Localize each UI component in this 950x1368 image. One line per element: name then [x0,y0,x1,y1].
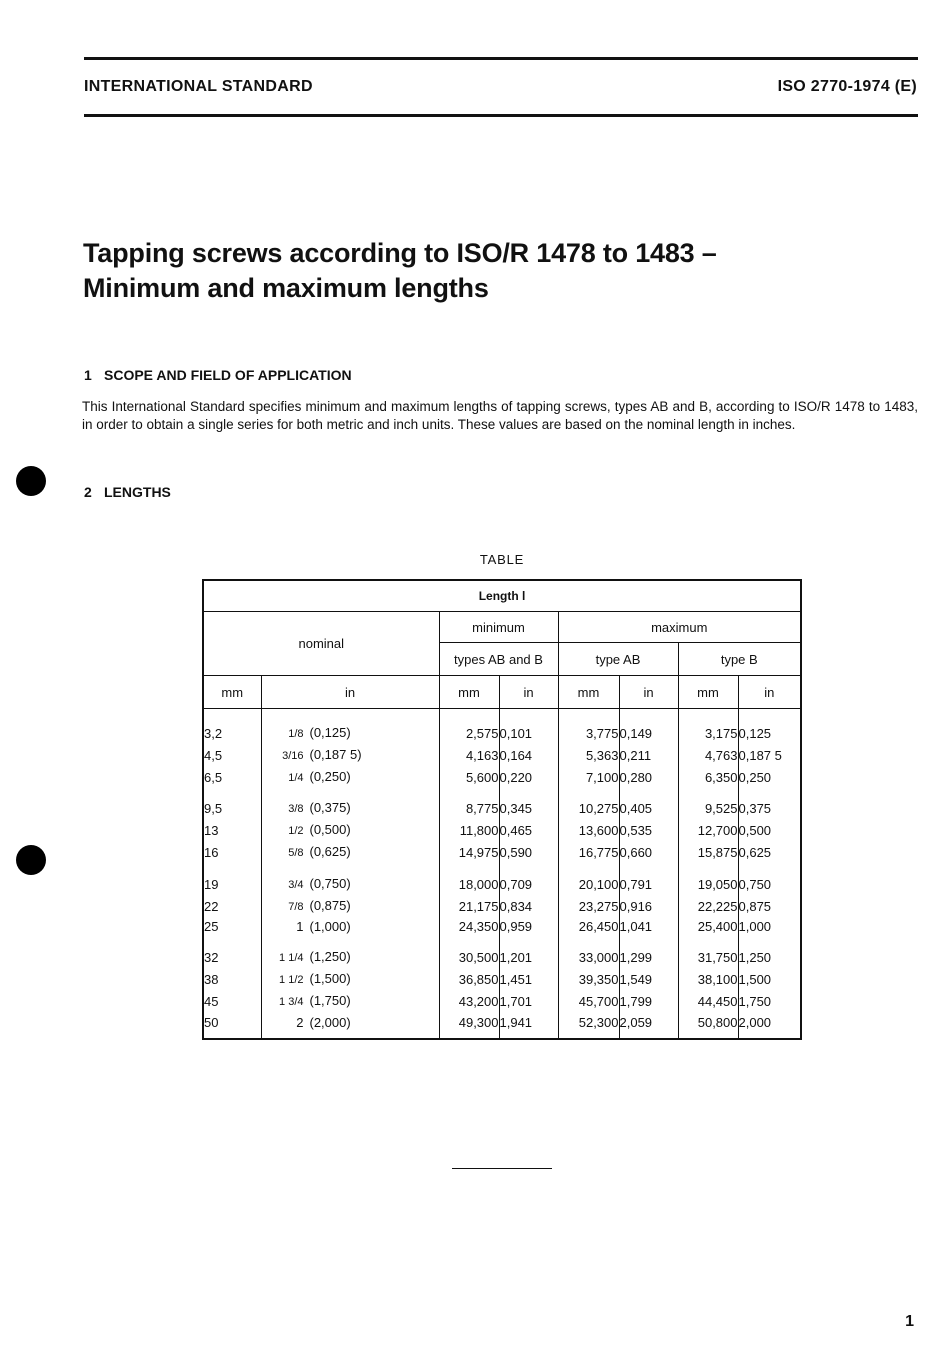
nominal-fraction: 3/4 [288,878,304,891]
max-ab-mm-cell: 20,100 [558,874,619,896]
max-ab-in-cell: 0,211 [619,745,678,767]
spacer-cell [738,709,801,724]
document-type: INTERNATIONAL STANDARD [84,78,313,95]
max-ab-mm-cell: 52,300 [558,1013,619,1033]
max-b-in-cell: 0,250 [738,767,801,789]
spacer-cell [203,864,261,874]
max-ab-in-cell: 0,405 [619,798,678,820]
nominal-fraction: 7/8 [288,900,304,913]
nominal-in-cell [261,723,439,745]
row-spacer [203,1032,801,1039]
nominal-decimal: (0,375) [309,800,351,816]
spacer-cell [738,864,801,874]
nominal-mm-cell: 16 [203,842,261,864]
spacer-cell [261,864,439,874]
max-b-in-cell: 0,125 [738,723,801,745]
nominal-in-cell [261,798,439,820]
spacer-cell [261,1032,439,1039]
spacer-cell [439,864,499,874]
spacer-cell [738,788,801,798]
spacer-cell [499,937,558,947]
max-ab-mm-cell: 23,275 [558,896,619,918]
max-b-mm-cell: 38,100 [678,969,738,991]
min-mm-cell: 8,775 [439,798,499,820]
table-row [203,896,801,918]
spacer-cell [558,864,619,874]
unit-header: mm [558,676,619,709]
max-ab-in-cell: 1,041 [619,917,678,937]
nominal-in-cell [261,896,439,918]
max-ab-mm-cell: 13,600 [558,820,619,842]
max-ab-mm-cell: 45,700 [558,991,619,1013]
header-top-rule [84,57,918,60]
max-b-mm-cell: 12,700 [678,820,738,842]
row-spacer [203,937,801,947]
spacer-cell [558,1032,619,1039]
nominal-mm-cell: 22 [203,896,261,918]
max-ab-in-cell: 0,660 [619,842,678,864]
min-in-cell: 0,101 [499,723,558,745]
nominal-mm-cell: 50 [203,1013,261,1033]
min-mm-cell: 2,575 [439,723,499,745]
max-b-in-cell: 0,750 [738,874,801,896]
max-ab-in-cell: 0,535 [619,820,678,842]
spacer-cell [738,937,801,947]
max-b-mm-cell: 3,175 [678,723,738,745]
nominal-in-cell [261,842,439,864]
max-b-in-cell: 1,500 [738,969,801,991]
row-spacer [203,864,801,874]
min-mm-cell: 11,800 [439,820,499,842]
spacer-cell [558,937,619,947]
max-ab-in-cell: 1,799 [619,991,678,1013]
header-types-ab-and-b: types AB and B [439,643,558,676]
nominal-fraction: 1/2 [288,825,304,838]
nominal-mm-cell: 25 [203,917,261,937]
nominal-decimal: (0,250) [309,768,351,784]
title-line-1: Tapping screws according to ISO/R 1478 to 1483 – [83,238,717,268]
nominal-mm-cell: 4,5 [203,745,261,767]
spacer-cell [439,1032,499,1039]
spacer-cell [558,788,619,798]
nominal-mm-cell: 38 [203,969,261,991]
min-mm-cell: 5,600 [439,767,499,789]
header-length: Length l [203,580,801,612]
table-row [203,767,801,789]
nominal-fraction: 5/8 [288,846,304,859]
table-body [203,709,801,1040]
table-row [203,917,801,937]
min-mm-cell: 30,500 [439,947,499,969]
table-row [203,723,801,745]
min-in-cell: 1,701 [499,991,558,1013]
min-in-cell: 0,590 [499,842,558,864]
min-mm-cell: 4,163 [439,745,499,767]
nominal-decimal: (1,000) [309,919,351,935]
table-row [203,1013,801,1033]
header-type-b: type B [678,643,801,676]
max-ab-mm-cell: 39,350 [558,969,619,991]
table-row [203,947,801,969]
footer-rule [452,1168,552,1169]
min-in-cell: 0,959 [499,917,558,937]
unit-header: in [619,676,678,709]
nominal-fraction: 1/4 [288,771,304,784]
nominal-decimal: (0,750) [309,875,351,891]
table-row [203,842,801,864]
max-b-in-cell: 0,625 [738,842,801,864]
min-mm-cell: 21,175 [439,896,499,918]
table-row [203,874,801,896]
unit-header: mm [203,676,261,709]
spacer-cell [619,788,678,798]
min-in-cell: 1,451 [499,969,558,991]
nominal-in-cell [261,969,439,991]
min-mm-cell: 36,850 [439,969,499,991]
spacer-cell [499,709,558,724]
row-spacer [203,709,801,724]
header-nominal: nominal [203,612,439,676]
nominal-mm-cell: 45 [203,991,261,1013]
section-1-title: SCOPE AND FIELD OF APPLICATION [104,367,352,383]
nominal-mm-cell: 19 [203,874,261,896]
spacer-cell [619,864,678,874]
lengths-table [202,579,802,1040]
min-in-cell: 0,465 [499,820,558,842]
nominal-decimal: (1,500) [309,970,351,986]
table-row [203,991,801,1013]
punch-hole-mark [16,466,46,496]
spacer-cell [203,788,261,798]
spacer-cell [619,937,678,947]
max-b-in-cell: 1,000 [738,917,801,937]
page-title [83,236,717,306]
section-2-heading [84,484,171,500]
spacer-cell [203,937,261,947]
section-2-title: LENGTHS [104,484,171,500]
max-b-in-cell: 0,375 [738,798,801,820]
max-b-mm-cell: 9,525 [678,798,738,820]
max-ab-mm-cell: 16,775 [558,842,619,864]
max-ab-in-cell: 1,299 [619,947,678,969]
min-in-cell: 1,941 [499,1013,558,1033]
nominal-in-cell [261,745,439,767]
spacer-cell [678,709,738,724]
unit-header: mm [678,676,738,709]
spacer-cell [261,937,439,947]
header-maximum: maximum [558,612,801,643]
max-b-mm-cell: 22,225 [678,896,738,918]
nominal-decimal: (0,125) [309,725,351,740]
spacer-cell [619,1032,678,1039]
table-row [203,745,801,767]
nominal-in-cell [261,947,439,969]
nominal-mm-cell: 9,5 [203,798,261,820]
max-b-mm-cell: 44,450 [678,991,738,1013]
row-spacer [203,788,801,798]
header-type-ab: type AB [558,643,678,676]
min-in-cell: 0,345 [499,798,558,820]
max-b-mm-cell: 15,875 [678,842,738,864]
nominal-decimal: (1,750) [309,992,351,1008]
max-ab-mm-cell: 7,100 [558,767,619,789]
table-row [203,798,801,820]
unit-header: in [738,676,801,709]
min-in-cell: 0,220 [499,767,558,789]
min-in-cell: 0,164 [499,745,558,767]
section-1-text: This International Standard specifies minimum and maximum lengths of tapping screws, types AB and B, according to ISO/R 1478 to 1483, in order to obtain a single series for both metric and inch units. These values are based on the nominal length in inches. [82,399,918,432]
spacer-cell [678,1032,738,1039]
spacer-cell [439,937,499,947]
max-ab-mm-cell: 33,000 [558,947,619,969]
max-ab-in-cell: 0,280 [619,767,678,789]
spacer-cell [678,788,738,798]
header-minimum: minimum [439,612,558,643]
nominal-fraction: 1 3/4 [279,995,304,1008]
section-1-number: 1 [84,367,92,383]
nominal-mm-cell: 32 [203,947,261,969]
page-number: 1 [905,1313,914,1330]
nominal-fraction: 2 [296,1014,304,1030]
min-in-cell: 0,834 [499,896,558,918]
nominal-mm-cell: 13 [203,820,261,842]
nominal-in-cell [261,1013,439,1033]
standard-number: ISO 2770-1974 (E) [777,78,917,95]
nominal-fraction: 3/16 [282,749,304,762]
punch-hole-mark [16,845,46,875]
max-ab-in-cell: 1,549 [619,969,678,991]
title-line-2: Minimum and maximum lengths [83,273,489,303]
unit-header: mm [439,676,499,709]
max-ab-in-cell: 0,149 [619,723,678,745]
nominal-in-cell [261,820,439,842]
spacer-cell [499,1032,558,1039]
spacer-cell [678,864,738,874]
spacer-cell [738,1032,801,1039]
nominal-fraction: 1 1/2 [279,973,304,986]
max-b-mm-cell: 6,350 [678,767,738,789]
max-b-in-cell: 1,250 [738,947,801,969]
min-mm-cell: 14,975 [439,842,499,864]
unit-header: in [261,676,439,709]
spacer-cell [558,709,619,724]
nominal-decimal: (0,187 5) [309,746,362,762]
table-row [203,969,801,991]
min-mm-cell: 18,000 [439,874,499,896]
header-bottom-rule [84,114,918,117]
max-b-mm-cell: 19,050 [678,874,738,896]
max-b-in-cell: 0,187 5 [738,745,801,767]
nominal-in-cell [261,991,439,1013]
spacer-cell [203,709,261,724]
nominal-fraction: 1 [296,919,304,935]
max-b-mm-cell: 50,800 [678,1013,738,1033]
section-2-number: 2 [84,484,92,500]
min-mm-cell: 49,300 [439,1013,499,1033]
spacer-cell [499,788,558,798]
max-b-in-cell: 0,875 [738,896,801,918]
max-b-in-cell: 2,000 [738,1013,801,1033]
spacer-cell [439,788,499,798]
nominal-in-cell [261,767,439,789]
max-ab-mm-cell: 3,775 [558,723,619,745]
max-ab-in-cell: 2,059 [619,1013,678,1033]
spacer-cell [499,864,558,874]
spacer-cell [261,788,439,798]
max-b-mm-cell: 4,763 [678,745,738,767]
nominal-decimal: (0,625) [309,843,351,859]
max-ab-mm-cell: 5,363 [558,745,619,767]
min-in-cell: 1,201 [499,947,558,969]
nominal-decimal: (1,250) [309,949,351,965]
max-b-in-cell: 0,500 [738,820,801,842]
nominal-fraction: 3/8 [288,803,304,816]
nominal-in-cell [261,874,439,896]
max-b-mm-cell: 31,750 [678,947,738,969]
max-ab-mm-cell: 26,450 [558,917,619,937]
nominal-fraction: 1 1/4 [279,952,304,965]
max-b-mm-cell: 25,400 [678,917,738,937]
min-mm-cell: 43,200 [439,991,499,1013]
min-in-cell: 0,709 [499,874,558,896]
spacer-cell [619,709,678,724]
nominal-decimal: (0,500) [309,822,351,838]
spacer-cell [203,1032,261,1039]
table-caption: TABLE [479,552,525,567]
max-b-in-cell: 1,750 [738,991,801,1013]
max-ab-in-cell: 0,791 [619,874,678,896]
nominal-mm-cell: 6,5 [203,767,261,789]
nominal-in-cell [261,917,439,937]
section-1-heading [84,367,352,383]
nominal-mm-cell: 3,2 [203,723,261,745]
table-row [203,820,801,842]
nominal-decimal: (0,875) [309,897,351,913]
spacer-cell [261,709,439,724]
nominal-fraction: 1/8 [288,728,304,740]
nominal-decimal: (2,000) [309,1014,351,1030]
unit-header: in [499,676,558,709]
max-ab-mm-cell: 10,275 [558,798,619,820]
min-mm-cell: 24,350 [439,917,499,937]
spacer-cell [678,937,738,947]
spacer-cell [439,709,499,724]
max-ab-in-cell: 0,916 [619,896,678,918]
